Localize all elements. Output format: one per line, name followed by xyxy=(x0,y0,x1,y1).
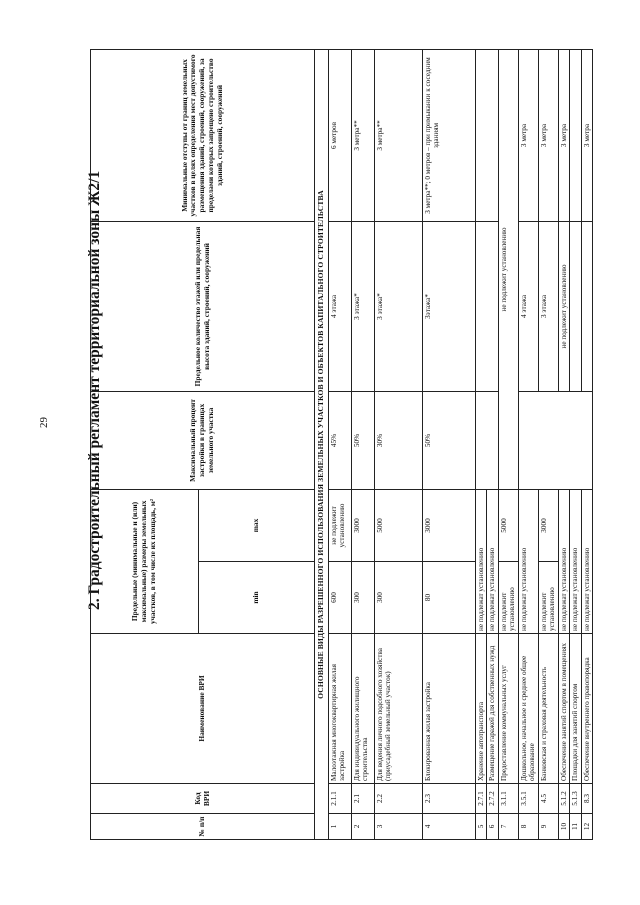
row-sizes-merged: не подлежат установлению xyxy=(558,489,569,633)
row-code: 2.7.1 xyxy=(475,784,486,814)
section-title: ОСНОВНЫЕ ВИДЫ РАЗРЕШЕННОГО ИСПОЛЬЗОВАНИЯ ЗЕМЕЛЬНЫХ УЧАСТКОВ И ОБЪЕКТОВ КАПИТАЛЬНОГО СТРОИТЕЛЬСТВА xyxy=(315,49,329,839)
row-code: 3.1.1 xyxy=(498,784,518,814)
row-code: 4.5 xyxy=(538,784,558,814)
table-row xyxy=(422,49,475,839)
header-max: max xyxy=(199,489,315,561)
row-percent: 45% xyxy=(328,391,351,489)
row-num: 4 xyxy=(422,814,475,840)
table-row xyxy=(498,49,518,839)
row-name: Площадки для занятий спортом xyxy=(570,634,581,784)
row-sizes-merged: не подлежат установлению xyxy=(487,489,498,633)
row-max: 5000 xyxy=(498,489,518,561)
row-name: Предоставление коммунальных услуг xyxy=(498,634,518,784)
row-floors: 3 этажа* xyxy=(351,221,374,391)
row-setback: 3 метра xyxy=(581,49,592,221)
header-percent: Максимальный процент застройки в границах земельного участка xyxy=(91,391,315,489)
row-percent: 50% xyxy=(422,391,475,489)
row-sizes-merged: не подлежат установлению xyxy=(518,489,538,633)
row-floors: 4 этажа xyxy=(328,221,351,391)
row-setback: 6 метров xyxy=(328,49,351,221)
row-code: 5.1.2 xyxy=(558,784,569,814)
row-setback: 3 метра** xyxy=(351,49,374,221)
row-name: Для индивидуального жилищного строительства xyxy=(351,634,374,784)
row-code: 2.7.2 xyxy=(487,784,498,814)
row-floors: 3этажа* xyxy=(422,221,475,391)
row-setback xyxy=(475,49,498,221)
header-min: min xyxy=(199,562,315,634)
row-percent xyxy=(475,391,498,489)
row-max: 3000 xyxy=(351,489,374,561)
row-num: 7 xyxy=(498,814,518,840)
header-num: № п/п xyxy=(91,814,315,840)
row-max: 5000 xyxy=(374,489,422,561)
table-row xyxy=(475,49,486,839)
row-name: Дошкольное, начальное и среднее общее образование xyxy=(518,634,538,784)
row-name: Блокированная жилая застройка xyxy=(422,634,475,784)
table-row xyxy=(328,49,351,839)
row-name: Банковская и страховая деятельность xyxy=(538,634,558,784)
regulation-table-container xyxy=(90,50,593,840)
table-row xyxy=(518,49,538,839)
row-min: 600 xyxy=(328,562,351,634)
row-percent: 30% xyxy=(374,391,422,489)
row-floors: 3 этажа xyxy=(538,221,558,391)
row-setback: 3 метра**; 0 метров – при примыкании к соседним зданиям xyxy=(422,49,475,221)
row-num: 1 xyxy=(328,814,351,840)
row-setback xyxy=(570,49,581,221)
row-sizes-merged: не подлежат установлению xyxy=(475,489,486,633)
page-title: 2. Градостроительный регламент территориальной зоны Ж2/1 xyxy=(86,170,103,610)
row-num: 11 xyxy=(570,814,581,840)
row-floors xyxy=(475,221,498,391)
row-setback: 3 метра xyxy=(558,49,569,221)
row-params-merged: не подлежит установлению xyxy=(498,49,518,489)
row-setback: 3 метра** xyxy=(374,49,422,221)
row-sizes-merged: не подлежат установлению xyxy=(581,489,592,633)
row-floors: 4 этажа xyxy=(518,221,538,391)
row-num: 3 xyxy=(374,814,422,840)
page-number: 29 xyxy=(38,417,50,428)
row-setback: 3 метра xyxy=(518,49,538,221)
row-max: 3000 xyxy=(538,489,558,561)
row-name: Обеспечение внутреннего правопорядка xyxy=(581,634,592,784)
row-code: 2.1 xyxy=(351,784,374,814)
section-row xyxy=(315,49,329,839)
header-sizes: Предельные (минимальные и (или) максимальные) размеры земельных участков, в том числе их площадь, м² xyxy=(91,489,199,633)
row-percent: 50% xyxy=(351,391,374,489)
row-min: 300 xyxy=(374,562,422,634)
row-percent-empty xyxy=(518,391,592,489)
row-min: не подлежит установлению xyxy=(498,562,518,634)
row-name: Для ведения личного подсобного хозяйства (приусадебный земельный участок) xyxy=(374,634,422,784)
header-code: Код ВРИ xyxy=(91,784,315,814)
row-code: 8.3 xyxy=(581,784,592,814)
table-row xyxy=(374,49,422,839)
row-code: 2.3 xyxy=(422,784,475,814)
row-num: 6 xyxy=(487,814,498,840)
table-row xyxy=(351,49,374,839)
row-num: 8 xyxy=(518,814,538,840)
row-name: Хранение автотранспорта xyxy=(475,634,486,784)
row-name: Малоэтажная многоквартирная жилая застройка xyxy=(328,634,351,784)
row-num: 12 xyxy=(581,814,592,840)
row-code: 5.1.3 xyxy=(570,784,581,814)
header-name: Наименование ВРИ xyxy=(91,634,315,784)
header-row xyxy=(91,49,199,839)
row-floors xyxy=(581,221,592,391)
header-setback: Минимальные отступы от границ земельных участков в целях определения мест допустимого размещения зданий, строений, сооружений, за пределами которых запрещено строительство зданий, строений, сооружений xyxy=(91,49,315,221)
row-num: 10 xyxy=(558,814,569,840)
row-code: 2.1.1 xyxy=(328,784,351,814)
row-num: 5 xyxy=(475,814,486,840)
header-floors: Предельное количество этажей или предельная высота зданий, строений, сооружений xyxy=(91,221,315,391)
row-name: Обеспечение занятий спортом в помещениях xyxy=(558,634,569,784)
row-min: 80 xyxy=(422,562,475,634)
row-max: 3000 xyxy=(422,489,475,561)
row-sizes-merged: не подлежат установлению xyxy=(570,489,581,633)
row-code: 3.5.1 xyxy=(518,784,538,814)
row-floors xyxy=(570,221,581,391)
row-num: 2 xyxy=(351,814,374,840)
row-floors: 3 этажа* xyxy=(374,221,422,391)
row-setback: 3 метра xyxy=(538,49,558,221)
row-min: 300 xyxy=(351,562,374,634)
row-num: 9 xyxy=(538,814,558,840)
row-code: 2.2 xyxy=(374,784,422,814)
row-name: Размещение гаражей для собственных нужд xyxy=(487,634,498,784)
row-floors: не подлежит установлению xyxy=(558,221,569,391)
regulation-table xyxy=(90,49,593,840)
row-min: не подлежит установлению xyxy=(538,562,558,634)
row-max: не подлежит установлению xyxy=(328,489,351,561)
